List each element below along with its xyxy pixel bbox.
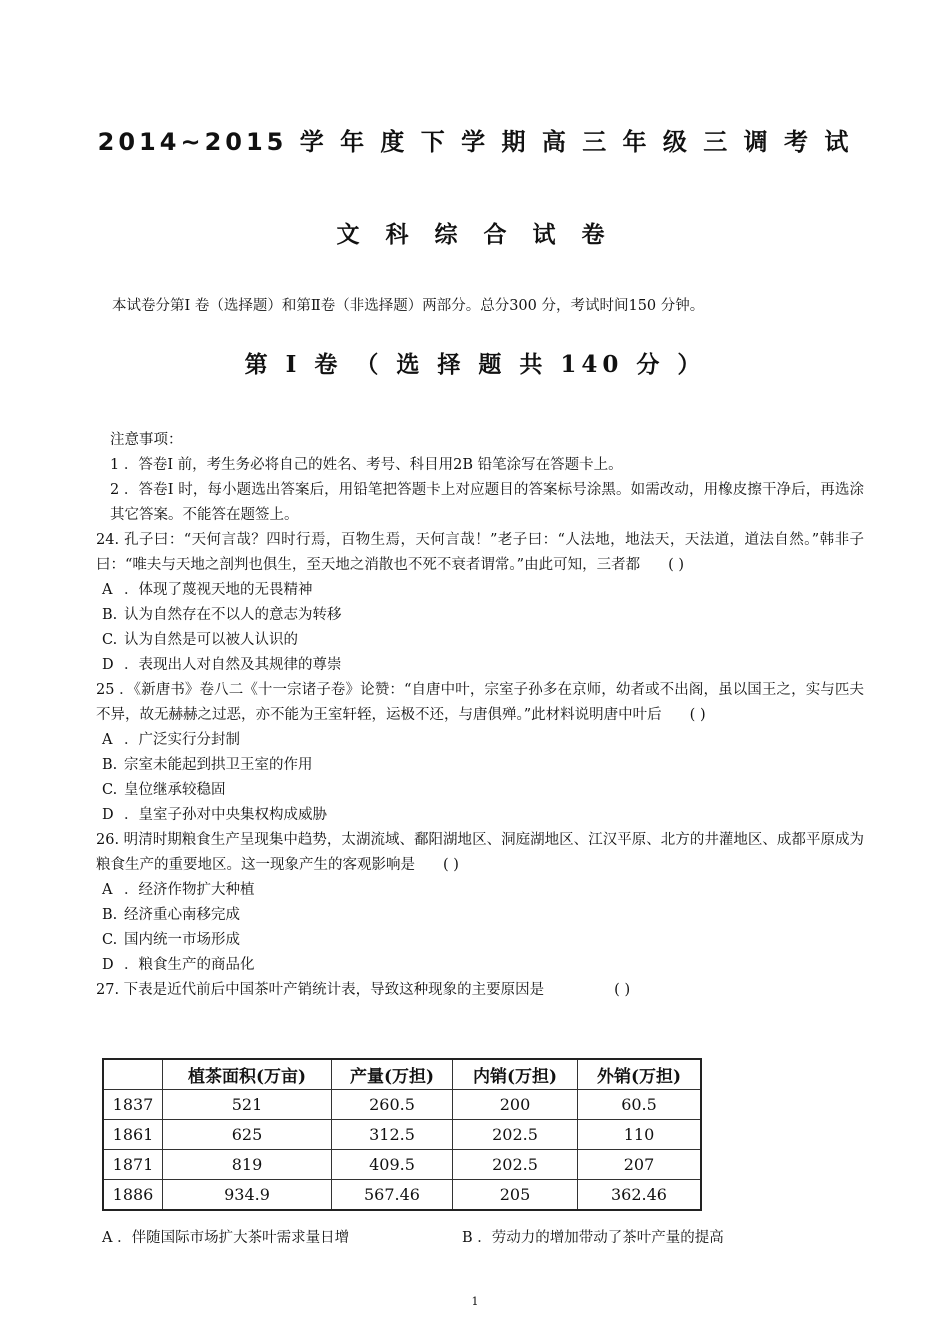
- intro-text: 本试卷分第Ⅰ 卷（选择题）和第Ⅱ卷（非选择题）两部分。总分300 分，考试时间150 分钟。: [112, 298, 705, 314]
- option-24-c: C. 认为自然是可以被人认识的: [102, 632, 298, 648]
- option-26-b: B. 经济重心南移完成: [102, 907, 240, 923]
- table-cell: 202.5: [453, 1150, 578, 1180]
- notes-item-2: 2 ．答卷Ⅰ 时，每小题选出答案后，用铅笔把答题卡上对应题目的答案标号涂黑。如需改动，用橡皮擦干净后，再选涂其它答案。不能答在题签上。: [110, 482, 864, 523]
- answer-paren: ( ): [443, 857, 459, 873]
- table-cell: 60.5: [578, 1090, 702, 1120]
- table-header-cell: [103, 1059, 163, 1090]
- table-cell: 567.46: [332, 1180, 453, 1211]
- table-cell: 625: [163, 1120, 332, 1150]
- table-cell: 409.5: [332, 1150, 453, 1180]
- option-24-d: D ．表现出人对自然及其规律的尊崇: [102, 657, 342, 673]
- table-cell: 312.5: [332, 1120, 453, 1150]
- exam-body: [96, 428, 864, 1003]
- table-row: [103, 1090, 701, 1120]
- table-cell: 202.5: [453, 1120, 578, 1150]
- option-27-b: B ．劳动力的增加带动了茶叶产量的提高: [462, 1230, 724, 1246]
- table-cell: 819: [163, 1150, 332, 1180]
- table-cell: 521: [163, 1090, 332, 1120]
- option-24-a: A ．体现了蔑视天地的无畏精神: [102, 582, 313, 598]
- option-26-d: D ．粮食生产的商品化: [102, 957, 255, 973]
- table-row: [103, 1120, 701, 1150]
- table-cell: 110: [578, 1120, 702, 1150]
- table-header-cell: 产量(万担): [332, 1059, 453, 1090]
- table-cell: 1861: [103, 1120, 163, 1150]
- table-header-cell: 外销(万担): [578, 1059, 702, 1090]
- table-cell: 205: [453, 1180, 578, 1211]
- exam-title: 2014~2015 学 年 度 下 学 期 高 三 年 级 三 调 考 试: [97, 128, 853, 156]
- option-25-a: A ．广泛实行分封制: [102, 732, 240, 748]
- table-row: [103, 1150, 701, 1180]
- question-27-stem: 27. 下表是近代前后中国茶叶产销统计表，导致这种现象的主要原因是 ( ): [96, 978, 864, 1003]
- table-header-cell: 内销(万担): [453, 1059, 578, 1090]
- notes-item-1: 1 ．答卷Ⅰ 前，考生务必将自己的姓名、考号、科目用2B 铅笔涂写在答题卡上。: [110, 457, 623, 473]
- table-cell: 1886: [103, 1180, 163, 1211]
- section-title: 第 I 卷 （ 选 择 题 共 140 分 ）: [244, 351, 706, 378]
- tea-statistics-table: [102, 1058, 702, 1211]
- option-25-d: D ．皇室子孙对中央集权构成威胁: [102, 807, 327, 823]
- notes-heading: 注意事项：: [110, 432, 183, 448]
- option-25-c: C. 皇位继承较稳固: [102, 782, 226, 798]
- table-header-cell: 植茶面积(万亩): [163, 1059, 332, 1090]
- answer-paren: ( ): [614, 982, 631, 998]
- table-cell: 1871: [103, 1150, 163, 1180]
- table-header-row: [103, 1059, 701, 1090]
- option-26-a: A ．经济作物扩大种植: [102, 882, 255, 898]
- option-24-b: B. 认为自然存在不以人的意志为转移: [102, 607, 342, 623]
- table-cell: 260.5: [332, 1090, 453, 1120]
- table-cell: 200: [453, 1090, 578, 1120]
- exam-subtitle: 文 科 综 合 试 卷: [336, 222, 614, 248]
- option-25-b: B. 宗室未能起到拱卫王室的作用: [102, 757, 313, 773]
- question-24-stem: 24. 孔子曰：“天何言哉？四时行焉，百物生焉，天何言哉！”老子曰：“人法地，地法天，天法道，道法自然。”韩非子曰：“唯夫与天地之剖判也俱生，至天地之消散也不死不衰者谓常。”由此可知，三者都 ( ): [96, 528, 864, 578]
- question-25-stem: 25 ．《新唐书》卷八二《十一宗诸子卷》论赞：“自唐中叶，宗室子孙多在京师，幼者或不出阁，虽以国王之，实与匹夫不异，故无赫赫之过恶，亦不能为王室轩轾，运极不还，与唐俱殚。”此材料说明唐中叶后 ( ): [96, 678, 864, 728]
- option-26-c: C. 国内统一市场形成: [102, 932, 240, 948]
- question-26-stem: 26. 明清时期粮食生产呈现集中趋势，太湖流域、鄱阳湖地区、洞庭湖地区、江汉平原、北方的井灌地区、成都平原成为粮食生产的重要地区。这一现象产生的客观影响是 ( ): [96, 828, 864, 878]
- table-cell: 207: [578, 1150, 702, 1180]
- page-number: 1: [471, 1295, 479, 1308]
- table-cell: 362.46: [578, 1180, 702, 1211]
- table-cell: 934.9: [163, 1180, 332, 1211]
- table-cell: 1837: [103, 1090, 163, 1120]
- option-27-a: A ．伴随国际市场扩大茶叶需求量日增: [102, 1230, 350, 1246]
- answer-paren: ( ): [689, 707, 706, 723]
- table-row: [103, 1180, 701, 1211]
- answer-paren: ( ): [668, 557, 685, 573]
